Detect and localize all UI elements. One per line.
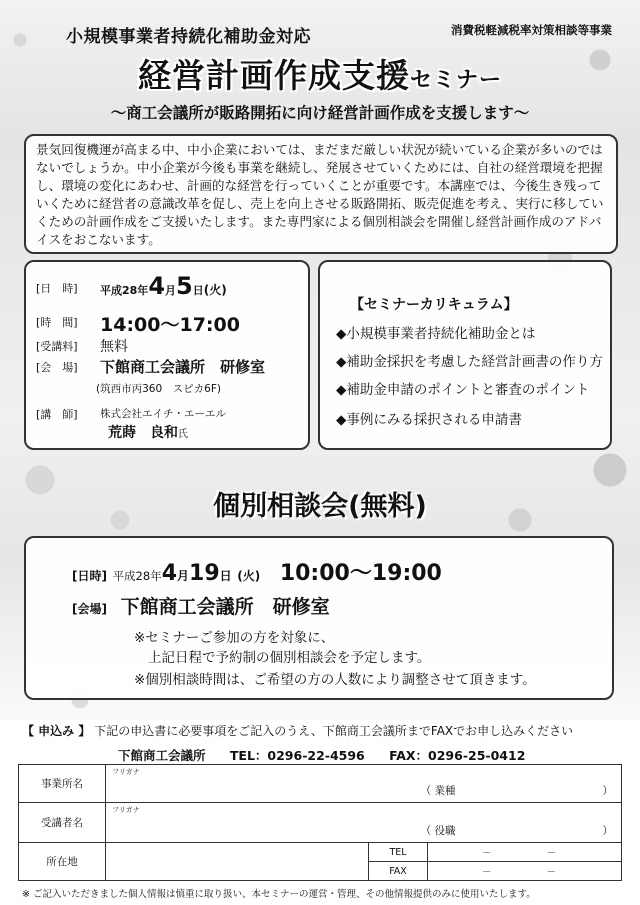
- attendee-furigana: フリガナ: [112, 806, 140, 814]
- venue-address: (筑西市丙360 スピカ6F): [96, 383, 221, 395]
- consult-date-day: 19: [189, 561, 220, 586]
- fax-field[interactable]: [428, 862, 622, 881]
- consult-venue: 下館商工会議所 研修室: [120, 596, 330, 618]
- address-field[interactable]: [106, 843, 369, 881]
- fax-dash-1: －: [482, 867, 492, 878]
- date-weekday: (火): [203, 283, 227, 297]
- consult-note-3: ※個別相談時間は、ご希望の方の人数により調整させて頂きます。: [134, 672, 536, 688]
- seminar-details-box: [24, 260, 310, 450]
- intro-box: [24, 134, 618, 254]
- consult-date-era: 平成28年: [112, 569, 162, 583]
- consult-date-weekday: (火): [237, 569, 261, 583]
- consult-time: 10:00～19:00: [279, 561, 442, 586]
- intro-text: 景気回復機運が高まる中、中小企業においては、まだまだ厳しい状況が続いている企業が多いのではないでしょうか。中小企業が今後も事業を継続し、発展させていくためには、自社の経営環境を把握し、環境の変化にあわせ、計画的な経営を行っていくことが重要です。本講座では、今後生き残っていくために経営者の意識改革を促し、売上を向上させる販路開拓、販売促進を考え、実行に移していくための計画作成をご支援いたします。また専門家による個別相談会を開催し経営計画作成のアドバイスをおこないます。: [36, 142, 604, 247]
- program-name: 消費税軽減税率対策相談等事業: [451, 23, 612, 37]
- consult-venue-row: [72, 592, 330, 619]
- attendee-row: [19, 803, 622, 843]
- business-furigana: フリガナ: [112, 768, 140, 776]
- form-instruction-label: 【 申込み 】: [22, 724, 91, 738]
- form-fax: FAX：0296-25-0412: [389, 748, 526, 763]
- tel-dash-1: －: [482, 848, 492, 859]
- form-instruction: [22, 722, 573, 739]
- curriculum-box: [318, 260, 612, 450]
- fax-label: FAX: [369, 862, 428, 881]
- curriculum-item: ◆補助金採択を考慮した経営計画書の作り方: [336, 354, 603, 370]
- form-tel: TEL：0296-22-4596: [229, 748, 365, 763]
- curriculum-title: 【セミナーカリキュラム】: [350, 297, 518, 313]
- fee-label: [受講料]: [36, 340, 78, 353]
- lecturer-name-wrap: [108, 422, 188, 442]
- venue-value: 下館商工会議所 研修室: [100, 358, 266, 376]
- consult-title: 個別相談会(無料): [213, 491, 427, 522]
- date-value: [100, 272, 227, 300]
- consult-note-2: 上記日程で予約制の個別相談会を予定します。: [148, 650, 431, 666]
- consult-date-row: [72, 556, 442, 587]
- date-label: [日 時]: [36, 282, 78, 295]
- lecturer-name: 荒蒔 良和: [108, 425, 178, 441]
- header-subtitle: 小規模事業者持続化補助金対応: [66, 27, 311, 47]
- application-form: [18, 764, 622, 881]
- address-label: 所在地: [19, 843, 106, 881]
- tel-dash-2: －: [546, 848, 557, 859]
- privacy-footnote: ※ ご記入いただきました個人情報は慎重に取り扱い、本セミナーの運営・管理、その他情報提供のみに使用いたします。: [22, 889, 536, 900]
- time-value: 14:00～17:00: [100, 314, 240, 336]
- business-industry: （ 業種 ）: [420, 785, 613, 797]
- consult-date-label: [日時]: [72, 569, 107, 583]
- consult-box: [24, 536, 614, 700]
- form-instruction-text: 下記の申込書に必要事項をご記入のうえ、下館商工会議所までFAXでお申し込みください: [94, 724, 574, 738]
- curriculum-item: ◆事例にみる採択される申請書: [336, 412, 522, 428]
- business-label: 事業所名: [19, 765, 106, 803]
- venue-label: [会 場]: [36, 361, 78, 374]
- consult-date-day-unit: 日: [219, 569, 232, 583]
- date-month: 4: [148, 272, 166, 300]
- consult-date-month: 4: [161, 561, 178, 586]
- date-day: 5: [176, 272, 193, 300]
- page-title: [0, 50, 640, 97]
- fax-dash-2: －: [546, 867, 557, 878]
- attendee-label: 受講者名: [19, 803, 106, 843]
- tel-field[interactable]: [428, 843, 622, 862]
- consult-date-month-unit: 月: [177, 569, 190, 583]
- consult-note-1: ※セミナーご参加の方を対象に、: [134, 630, 335, 646]
- attendee-position: （ 役職 ）: [420, 825, 613, 837]
- business-row: [19, 765, 622, 803]
- consult-venue-label: [会場]: [72, 602, 107, 616]
- lecturer-honorific: 氏: [178, 429, 188, 440]
- date-day-unit: 日: [192, 284, 204, 297]
- business-field[interactable]: [106, 765, 622, 803]
- form-contact: [118, 746, 525, 764]
- tel-label: TEL: [369, 843, 428, 862]
- fee-value: 無料: [100, 339, 128, 355]
- title-suffix: セミナー: [409, 68, 502, 93]
- time-label: [時 間]: [36, 316, 78, 329]
- curriculum-item: ◆補助金申請のポイントと審査のポイント: [336, 382, 590, 398]
- curriculum-item: ◆小規模事業者持続化補助金とは: [336, 326, 536, 342]
- form-org: 下館商工会議所: [118, 748, 206, 763]
- date-era: 平成28年: [100, 284, 149, 297]
- title-main: 経営計画作成支援: [137, 56, 410, 95]
- tel-row: [19, 843, 622, 862]
- attendee-field[interactable]: [106, 803, 622, 843]
- date-month-unit: 月: [165, 284, 177, 297]
- tagline: ～商工会議所が販路開拓に向け経営計画作成を支援します～: [110, 104, 530, 122]
- lecturer-company: 株式会社エイチ・エーエル: [100, 408, 226, 420]
- lecturer-label: [講 師]: [36, 408, 78, 421]
